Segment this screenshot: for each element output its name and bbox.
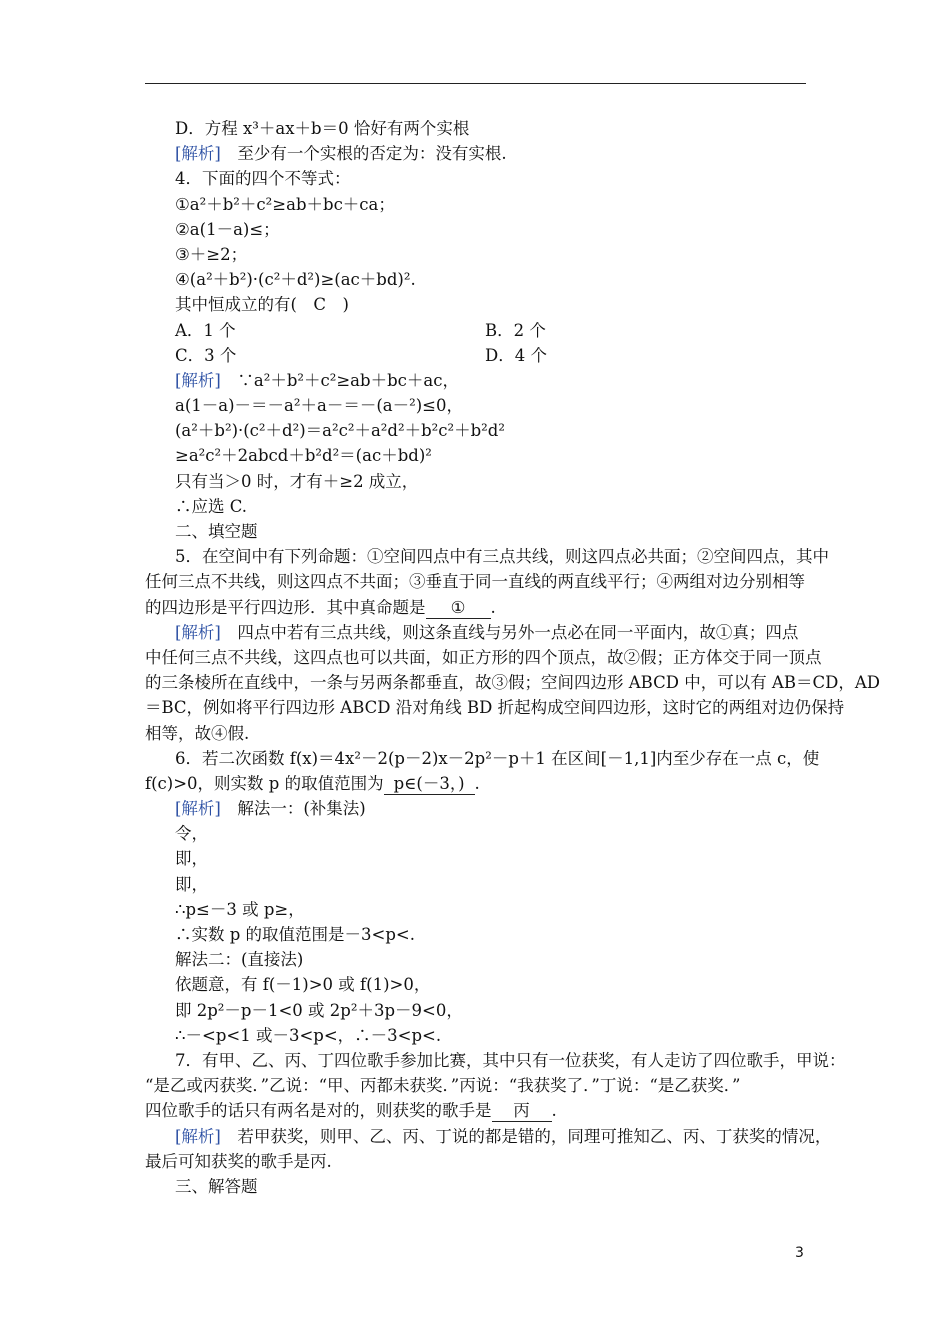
page-content [145, 116, 880, 1199]
text-line: 任何三点不共线，则这四点不共面；③垂直于同一直线的两直线平行；④两组对边分别相等 [145, 572, 805, 592]
text-line: 的三条棱所在直线中，一条与另两条都垂直，故③假；空间四边形 ABCD 中，可以有 AB＝CD，AD [145, 673, 880, 693]
text-line: ∴p≤－3 或 p≥， [175, 899, 305, 919]
analysis-tag: [解析] [175, 144, 221, 164]
answer-blank: p∈(－3，) [384, 774, 475, 795]
text-line: (a²＋b²)·(c²＋d²)＝a²c²＋a²d²＋b²c²＋b²d² [175, 421, 505, 441]
text-line: ②a(1－a)≤； [175, 219, 280, 239]
text-line: ∴应选 C. [175, 496, 248, 516]
text-line: ≥a²c²＋2abcd＋b²d²＝(ac＋bd)² [175, 446, 432, 466]
analysis-line [145, 368, 815, 393]
text-line: 即 2p²－p－1<0 或 2p²＋3p－9<0， [175, 1000, 463, 1020]
choice-option: B．2 个 [485, 320, 546, 340]
text-line: 解法二：(直接法) [175, 950, 304, 970]
text-line [145, 771, 815, 796]
analysis-line [145, 620, 815, 645]
analysis-text: 四点中若有三点共线，则这条直线与另外一点必在同一平面内，故①真；四点 [220, 622, 799, 642]
question-text: . [551, 1101, 557, 1121]
analysis-text: ∵a²＋b²＋c²≥ab＋bc＋ac， [220, 370, 459, 390]
text-line [145, 1098, 815, 1123]
choice-option: D．4 个 [485, 345, 547, 365]
text-line: 其中恒成立的有( C ) [175, 295, 349, 315]
text-line: 即， [175, 849, 208, 869]
text-line: 7．有甲、乙、丙、丁四位歌手参加比赛，其中只有一位获奖，有人走访了四位歌手，甲说： [175, 1050, 846, 1070]
text-line: ＝BC，例如将平行四边形 ABCD 沿对角线 BD 折起构成空间四边形，这时它的两组对边仍保持 [145, 698, 845, 718]
text-line: a(1－a)－＝－a²＋a－＝－(a－²)≤0， [175, 396, 463, 416]
text-line: 令， [175, 824, 208, 844]
question-text: . [490, 597, 496, 617]
text-line: 4．下面的四个不等式： [175, 169, 351, 189]
question-text: 的四边形是平行四边形．其中真命题是 [145, 597, 426, 617]
text-line: ①a²＋b²＋c²≥ab＋bc＋ca； [175, 194, 395, 214]
answer-blank: 丙 [492, 1101, 552, 1122]
header-rule [145, 83, 806, 84]
text-line: ③＋≥2； [175, 244, 248, 264]
text-line: 5．在空间中有下列命题：①空间四点中有三点共线，则这四点必共面；②空间四点，其中 [175, 547, 829, 567]
text-line: 依题意，有 f(－1)>0 或 f(1)>0， [175, 975, 431, 995]
choice-row [145, 318, 815, 343]
choice-option: C．3 个 [175, 345, 237, 365]
analysis-tag: [解析] [175, 1126, 221, 1146]
answer-blank: ① [426, 598, 491, 619]
analysis-line [145, 796, 815, 821]
text-line: 6．若二次函数 f(x)＝4x²－2(p－2)x－2p²－p＋1 在区间[－1,1]内至少存在一点 c，使 [175, 748, 820, 768]
analysis-tag: [解析] [175, 622, 221, 642]
text-line: 即， [175, 874, 208, 894]
analysis-tag: [解析] [175, 370, 221, 390]
text-line [145, 595, 815, 620]
text-line: 只有当＞0 时，才有＋≥2 成立， [175, 471, 419, 491]
text-line: 中任何三点不共线，这四点也可以共面，如正方形的四个顶点，故②假；正方体交于同一顶点 [145, 647, 822, 667]
choice-row [145, 343, 815, 368]
text-line: 三、解答题 [175, 1176, 258, 1196]
text-line: ④(a²＋b²)·(c²＋d²)≥(ac＋bd)². [175, 270, 416, 290]
text-line: ∴－<p<1 或－3<p<，∴－3<p<. [175, 1025, 442, 1045]
analysis-line [145, 141, 815, 166]
question-text: 四位歌手的话只有两名是对的，则获奖的歌手是 [145, 1101, 492, 1121]
analysis-text: 至少有一个实根的否定为：没有实根. [220, 144, 507, 164]
text-line: ∴实数 p 的取值范围是－3<p<. [175, 925, 416, 944]
text-line: 相等，故④假. [145, 723, 250, 743]
text-line: 最后可知获奖的歌手是丙. [145, 1151, 332, 1171]
analysis-tag: [解析] [175, 799, 221, 819]
choice-option: A．1 个 [175, 320, 236, 340]
question-text: . [474, 773, 480, 793]
page-number: 3 [795, 1245, 804, 1261]
analysis-text: 解法一：(补集法) [220, 799, 366, 819]
analysis-text: 若甲获奖，则甲、乙、丙、丁说的都是错的，同理可推知乙、丙、丁获奖的情况， [220, 1126, 832, 1146]
analysis-line [145, 1124, 832, 1149]
text-line: “是乙或丙获奖．”乙说：“甲、丙都未获奖．”丙说：“我获奖了．”丁说：“是乙获奖．” [145, 1076, 741, 1096]
text-line: D．方程 x³＋ax＋b＝0 恰好有两个实根 [175, 119, 470, 138]
text-line: 二、填空题 [175, 522, 258, 541]
question-text: f(c)>0，则实数 p 的取值范围为 [145, 773, 384, 793]
